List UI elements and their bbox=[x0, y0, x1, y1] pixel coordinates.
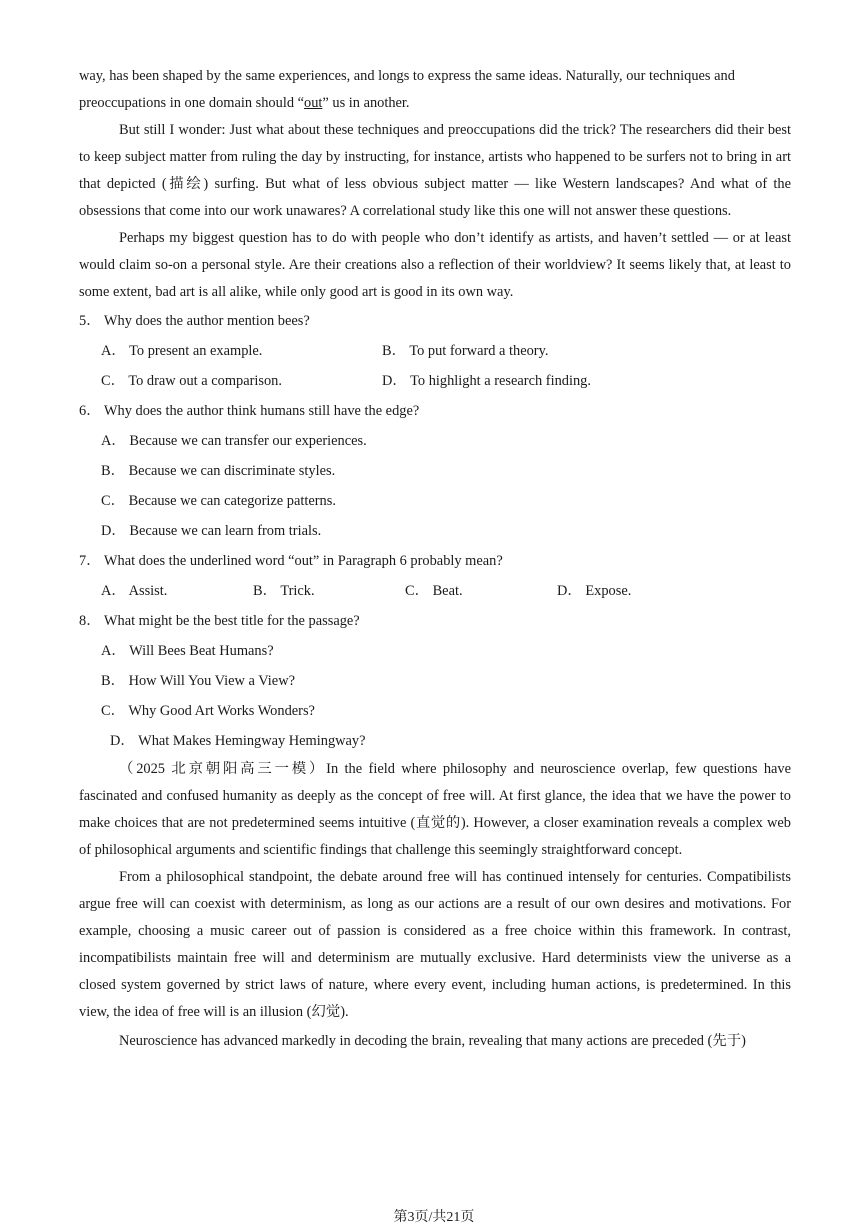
option: B． How Will You View a View? bbox=[101, 673, 295, 689]
question-options bbox=[79, 576, 791, 606]
passage-paragraph bbox=[79, 63, 791, 117]
option: A． Because we can transfer our experiences. bbox=[101, 433, 367, 449]
document-page bbox=[79, 63, 791, 1055]
passage-paragraph: But still I wonder: Just what about these techniques and preoccupations did the trick? The researchers did their best to keep subject matter from ruling the day by instructing, for instance, artists who happened to be surfers not to bring in art that depicted (描绘) surfing. But what of less obvious subject matter — like Western landscapes? And what of the obsessions that come into our work unawares? A correlational study like this one will not answer these questions. bbox=[79, 122, 791, 219]
paragraph-text: ” us in another. bbox=[322, 95, 410, 111]
question-stem: 8． What might be the best title for the passage? bbox=[79, 613, 360, 629]
passage-paragraph: Perhaps my biggest question has to do with people who don’t identify as artists, and haven’t settled — or at least would claim so-on a personal style. Are their creations also a reflection of their worldview? It seems likely that, at least to some extent, bad art is all alike, while only good art is good in its own way. bbox=[79, 230, 791, 300]
option: B． To put forward a theory. bbox=[382, 343, 549, 359]
question-stem: 5． Why does the author mention bees? bbox=[79, 313, 310, 329]
option: C． Beat. bbox=[405, 583, 463, 599]
page-number-footer: 第3页/共21页 bbox=[393, 1210, 475, 1225]
option: A． Will Bees Beat Humans? bbox=[101, 643, 274, 659]
paragraph-text: preoccupations in one domain should “ bbox=[79, 95, 305, 111]
paragraph-text: way, has been shaped by the same experiences, and longs to express the same ideas. Naturally, our techniques and bbox=[79, 68, 735, 84]
passage-paragraph: Neuroscience has advanced markedly in decoding the brain, revealing that many actions are preceded (先于) bbox=[119, 1033, 746, 1049]
passage-paragraph: From a philosophical standpoint, the debate around free will has continued intensely for centuries. Compatibilists argue free will can coexist with determinism, as long as our actions are a result of our own desires and motivations. For example, choosing a music career out of passion is considered as a free choice within this framework. In contrast, incompatibilists maintain free will and determinism are mutually exclusive. Hard determinists view the universe as a closed system governed by strict laws of nature, where every event, including human actions, is predetermined. In this view, the idea of free will is an illusion (幻觉). bbox=[79, 869, 791, 1020]
option: D． Because we can learn from trials. bbox=[101, 523, 322, 539]
question-options bbox=[79, 366, 791, 396]
passage-paragraph: （2025 北京朝阳高三一模）In the field where philosophy and neuroscience overlap, few questions have fascinated and confused humanity as deeply as the concept of free will. At first glance, the idea that we have the power to make choices that are not predetermined seems intuitive (直觉的). However, a closer examination reveals a complex web of philosophical arguments and scientific findings that challenge this seemingly straightforward concept. bbox=[79, 761, 791, 858]
option: C． Because we can categorize patterns. bbox=[101, 493, 336, 509]
question-stem: 7． What does the underlined word “out” in Paragraph 6 probably mean? bbox=[79, 553, 503, 569]
option: D． Expose. bbox=[557, 583, 632, 599]
option: A． Assist. bbox=[101, 583, 168, 599]
option: C． To draw out a comparison. bbox=[101, 373, 282, 389]
option: A． To present an example. bbox=[101, 343, 263, 359]
question-stem: 6． Why does the author think humans still have the edge? bbox=[79, 403, 420, 419]
option: C． Why Good Art Works Wonders? bbox=[101, 703, 315, 719]
option: D． To highlight a research finding. bbox=[382, 373, 591, 389]
option: D． What Makes Hemingway Hemingway? bbox=[110, 733, 366, 749]
option: B． Trick. bbox=[253, 583, 315, 599]
question-options bbox=[79, 336, 791, 366]
option: B． Because we can discriminate styles. bbox=[101, 463, 336, 479]
underlined-word: out bbox=[304, 95, 323, 111]
